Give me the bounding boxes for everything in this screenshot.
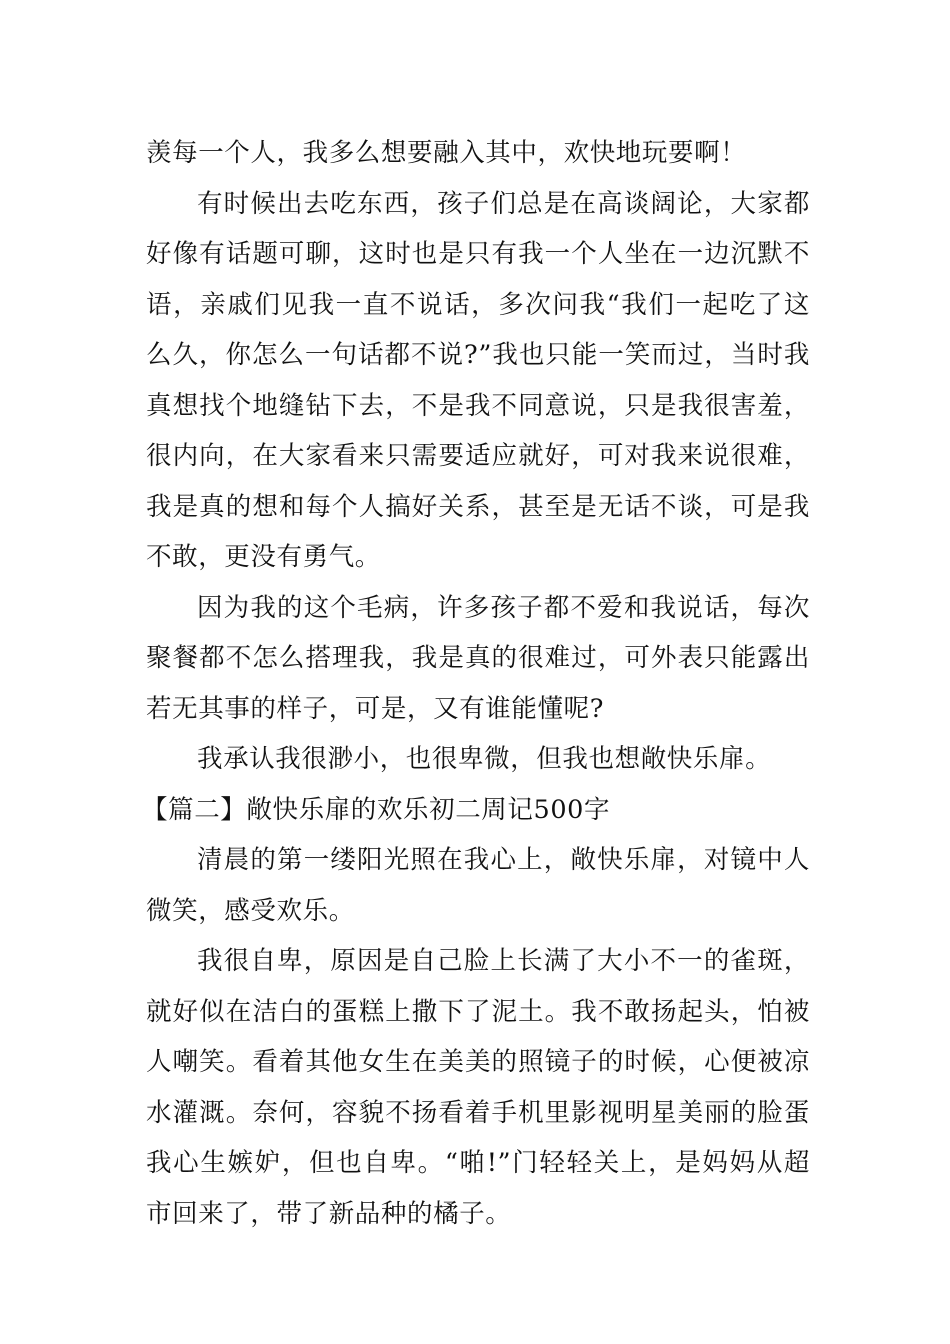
paragraph-admission: 我承认我很渺小，也很卑微，但我也想敞快乐扉。 <box>197 744 772 774</box>
document-body <box>142 128 810 1239</box>
section-heading: 【篇二】敞快乐扉的欢乐初二周记500字 <box>142 794 611 825</box>
paragraph-freckles: 我很自卑，原因是自己脸上长满了大小不一的雀斑，就好似在洁白的蛋糕上撒下了泥土。我不敢扬起头，怕被人嘲笑。看着其他女生在美美的照镜子的时候，心便被凉水灌溉。奈何，容貌不扬看着手机里影视明星美丽的脸蛋我心生嫉妒，但也自卑。“啪!”门轻轻关上，是妈妈从超市回来了，带了新品种的橘子。 <box>146 946 810 1229</box>
paragraph-continuation: 羡每一个人，我多么想要融入其中，欢快地玩要啊！ <box>146 138 747 168</box>
paragraph-morning-sunlight: 清晨的第一缕阳光照在我心上，敞快乐扉，对镜中人微笑，感受欢乐。 <box>146 845 810 926</box>
paragraph-dining-shyness: 有时候出去吃东西，孩子们总是在高谈阔论，大家都好像有话题可聊，这时也是只有我一个人坐在一边沉默不语，亲戚们见我一直不说话，多次问我“我们一起吃了这么久，你怎么一句话都不说?”我也只能一笑而过，当时我真想找个地缝钻下去，不是我不同意说，只是我很害羞，很内向，在大家看来只需要适应就好，可对我来说很难，我是真的想和每个人搞好关系，甚至是无话不谈，可是我不敢，更没有勇气。 <box>146 188 810 572</box>
paragraph-ignored-at-gatherings: 因为我的这个毛病，许多孩子都不爱和我说话，每次聚餐都不怎么搭理我，我是真的很难过，可外表只能露出若无其事的样子，可是，又有谁能懂呢? <box>146 592 810 724</box>
